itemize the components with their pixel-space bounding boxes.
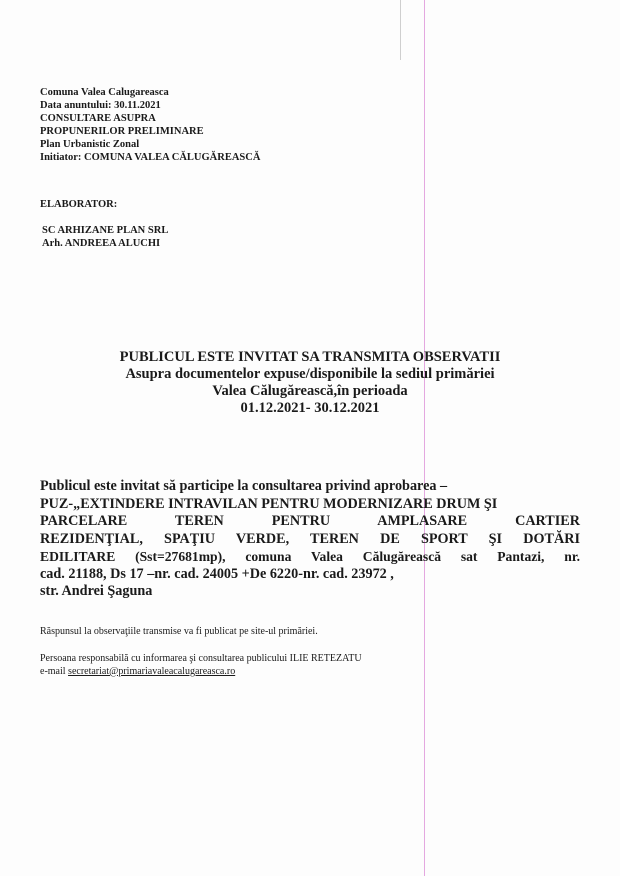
contact-email-line [40,666,362,679]
elaborator-architect: Arh. ANDREEA ALUCHI [42,238,161,249]
consultation-line: REZIDENŢIAL, SPAŢIU VERDE, TEREN DE SPORT ŞI DOTĂRI [40,530,580,547]
header-line: Initiator: COMUNA VALEA CĂLUGĂREASCĂ [40,152,261,163]
header-block [40,86,260,164]
consultation-line: PUZ-„EXTINDERE INTRAVILAN PENTRU MODERNIZARE DRUM ŞI [40,495,498,512]
response-note: Răspunsul la observaţiile transmise va fi publicat pe site-ul primăriei. [40,626,318,637]
header-line: Comuna Valea Calugareasca [40,87,169,98]
email-prefix: e-mail [40,665,69,677]
consultation-paragraph [40,478,580,601]
elaborator-heading [40,198,117,211]
consultation-line: PARCELARE TEREN PENTRU AMPLASARE CARTIER [40,513,580,529]
contact-person: Persoana responsabilă cu informarea şi consultarea publicului ILIE RETEZATU [40,653,362,664]
header-line: PROPUNERILOR PRELIMINARE [40,126,204,137]
header-line: Plan Urbanistic Zonal [40,139,140,150]
invitation-line: 01.12.2021- 30.12.2021 [240,400,380,416]
consultation-line: Publicul este invitat să participe la consultarea privind aprobarea – [40,478,448,494]
consultation-line: EDILITARE (Sst=27681mp), comuna Valea Călugărească sat Pantazi, nr. [40,549,580,564]
elaborator-block [42,224,168,250]
contact-block [40,653,362,678]
invitation-line: Valea Călugărească,în perioada [212,383,408,399]
invitation-line: Asupra documentelor expuse/disponibile la sediul primăriei [125,366,495,382]
scan-artifact-line [400,0,401,60]
invitation-line: PUBLICUL ESTE INVITAT SA TRANSMITA OBSERVATII [119,349,501,365]
elaborator-company: SC ARHIZANE PLAN SRL [42,225,169,236]
header-line: Data anuntului: 30.11.2021 [40,100,161,111]
consultation-line: str. Andrei Şaguna [40,583,153,599]
invitation-block [40,349,580,417]
header-line: CONSULTARE ASUPRA [40,113,156,124]
email-link[interactable]: secretariat@primariavaleacalugareasca.ro [68,665,236,677]
scan-artifact-line [424,0,425,876]
consultation-line: cad. 21188, Ds 17 –nr. cad. 24005 +De 6220-nr. cad. 23972 , [40,565,394,582]
elaborator-heading-text: ELABORATOR: [40,199,118,210]
